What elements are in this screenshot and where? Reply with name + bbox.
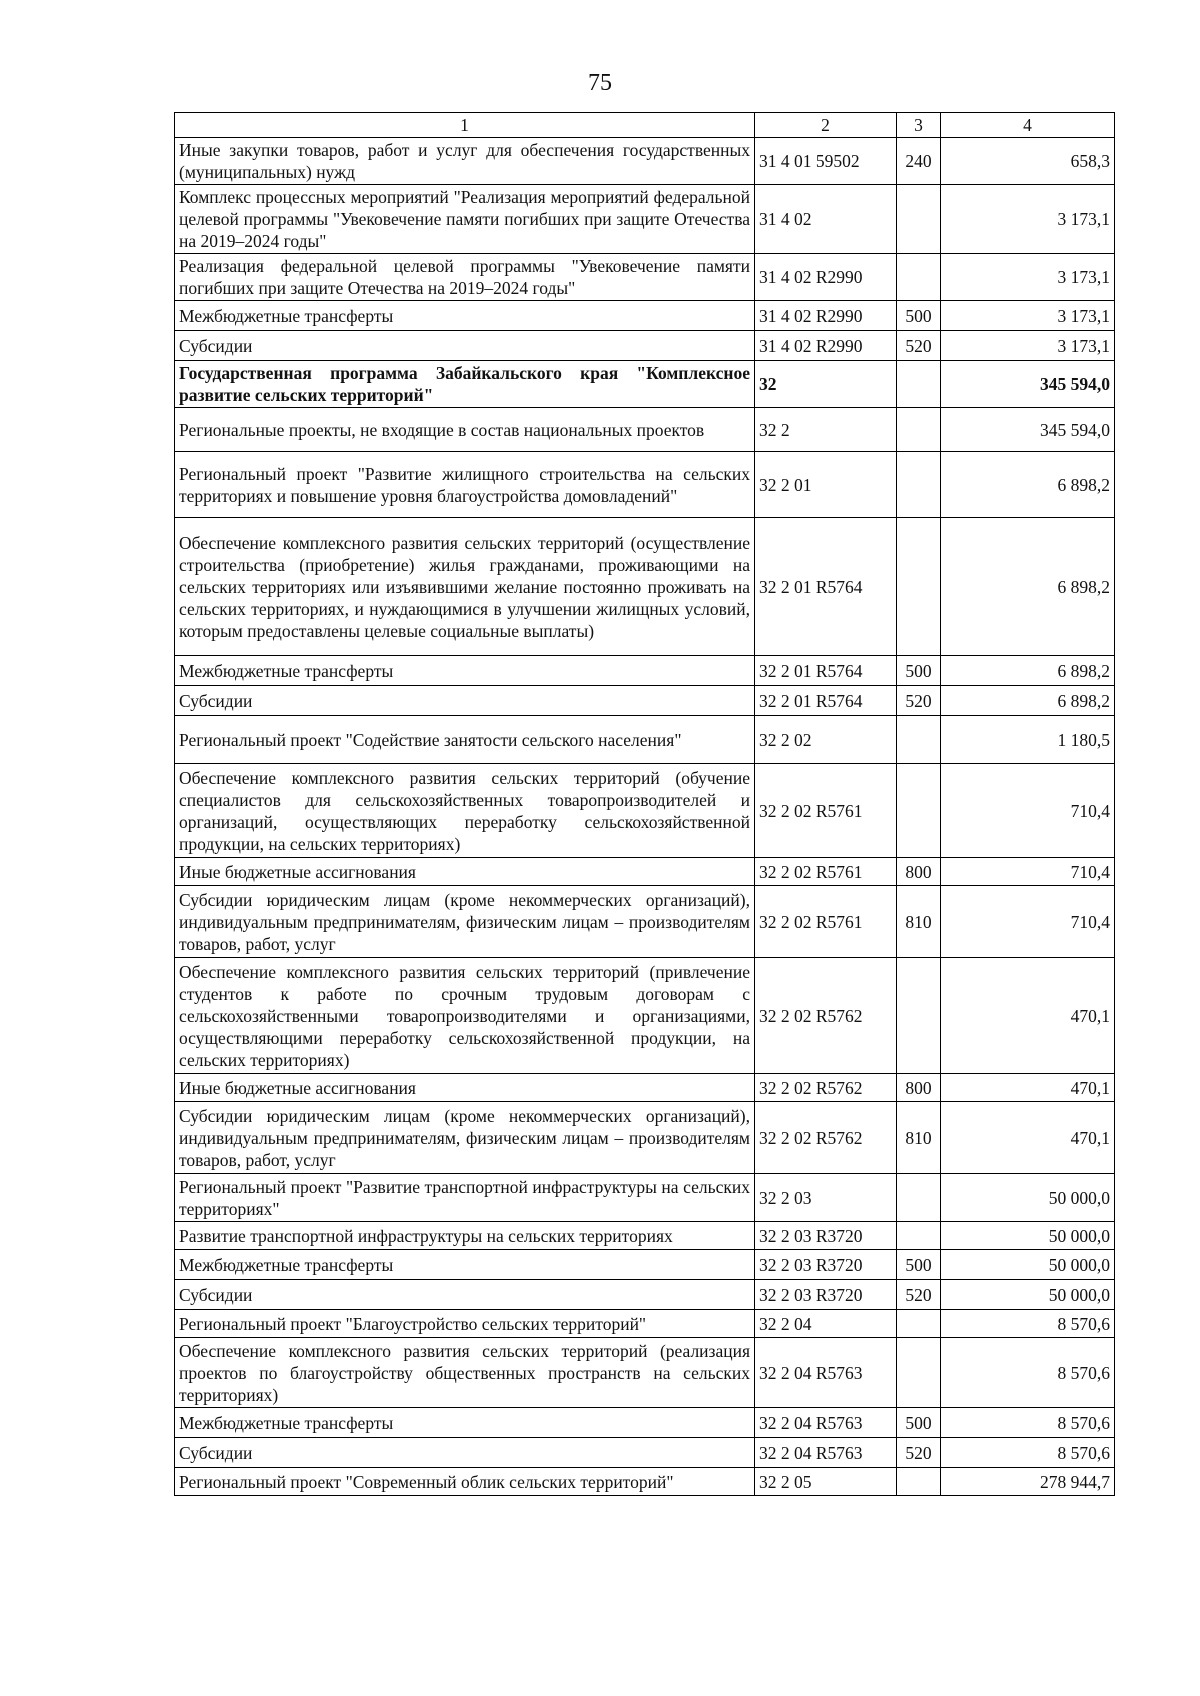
row-amount: 8 570,6 xyxy=(941,1310,1115,1338)
table-row xyxy=(175,1338,1115,1408)
table-row xyxy=(175,452,1115,518)
row-amount: 6 898,2 xyxy=(941,656,1115,686)
row-code: 32 2 02 R5762 xyxy=(755,958,897,1074)
row-expense-type xyxy=(897,254,941,301)
row-name: Субсидии xyxy=(175,331,755,361)
row-name: Субсидии юридическим лицам (кроме некоммерческих организаций), индивидуальным предпринимателям, физическим лицам – производителям товаров, работ, услуг xyxy=(175,886,755,958)
row-expense-type: 520 xyxy=(897,331,941,361)
row-amount: 658,3 xyxy=(941,138,1115,185)
row-code: 31 4 02 R2990 xyxy=(755,331,897,361)
row-expense-type: 500 xyxy=(897,1408,941,1438)
table-row xyxy=(175,958,1115,1074)
table-row xyxy=(175,301,1115,331)
row-code: 32 2 02 R5762 xyxy=(755,1102,897,1174)
row-expense-type: 520 xyxy=(897,1280,941,1310)
table-row xyxy=(175,518,1115,656)
row-expense-type xyxy=(897,518,941,656)
row-amount: 50 000,0 xyxy=(941,1222,1115,1250)
row-code: 32 2 01 R5764 xyxy=(755,686,897,716)
header-col-4: 4 xyxy=(941,113,1115,138)
row-name: Межбюджетные трансферты xyxy=(175,1250,755,1280)
table-row xyxy=(175,408,1115,452)
row-amount: 50 000,0 xyxy=(941,1250,1115,1280)
row-code: 32 xyxy=(755,361,897,408)
row-code: 32 2 04 R5763 xyxy=(755,1408,897,1438)
row-code: 32 2 01 xyxy=(755,452,897,518)
row-name: Региональный проект "Развитие жилищного строительства на сельских территориях и повышение уровня благоустройства домовладений" xyxy=(175,452,755,518)
table-row xyxy=(175,858,1115,886)
row-name: Межбюджетные трансферты xyxy=(175,656,755,686)
row-code: 31 4 02 R2990 xyxy=(755,301,897,331)
budget-table xyxy=(174,112,1115,1496)
table-row xyxy=(175,1074,1115,1102)
row-expense-type xyxy=(897,185,941,254)
row-code: 32 2 01 R5764 xyxy=(755,656,897,686)
row-amount: 710,4 xyxy=(941,886,1115,958)
row-expense-type xyxy=(897,361,941,408)
row-amount: 8 570,6 xyxy=(941,1438,1115,1468)
table-row xyxy=(175,716,1115,764)
row-expense-type xyxy=(897,452,941,518)
row-amount: 50 000,0 xyxy=(941,1280,1115,1310)
row-amount: 6 898,2 xyxy=(941,518,1115,656)
row-code: 32 2 02 R5761 xyxy=(755,764,897,858)
row-amount: 3 173,1 xyxy=(941,185,1115,254)
row-amount: 6 898,2 xyxy=(941,686,1115,716)
row-name: Субсидии xyxy=(175,686,755,716)
table-row xyxy=(175,764,1115,858)
row-amount: 8 570,6 xyxy=(941,1338,1115,1408)
row-name: Региональный проект "Содействие занятости сельского населения" xyxy=(175,716,755,764)
row-expense-type: 800 xyxy=(897,858,941,886)
row-code: 32 2 04 xyxy=(755,1310,897,1338)
row-amount: 8 570,6 xyxy=(941,1408,1115,1438)
row-expense-type: 520 xyxy=(897,686,941,716)
table-row xyxy=(175,1310,1115,1338)
row-expense-type: 500 xyxy=(897,1250,941,1280)
table-header-row xyxy=(175,113,1115,138)
row-name: Региональные проекты, не входящие в состав национальных проектов xyxy=(175,408,755,452)
page-number: 75 xyxy=(588,70,612,96)
row-expense-type xyxy=(897,408,941,452)
row-code: 32 2 03 R3720 xyxy=(755,1222,897,1250)
row-name: Межбюджетные трансферты xyxy=(175,301,755,331)
table-row xyxy=(175,1174,1115,1222)
row-name: Региональный проект "Благоустройство сельских территорий" xyxy=(175,1310,755,1338)
row-code: 32 2 02 R5762 xyxy=(755,1074,897,1102)
row-amount: 710,4 xyxy=(941,858,1115,886)
table-row xyxy=(175,886,1115,958)
row-name: Субсидии xyxy=(175,1280,755,1310)
row-code: 32 2 02 R5761 xyxy=(755,858,897,886)
row-amount: 470,1 xyxy=(941,958,1115,1074)
row-name: Межбюджетные трансферты xyxy=(175,1408,755,1438)
table-row-program xyxy=(175,361,1115,408)
row-code: 32 2 03 xyxy=(755,1174,897,1222)
table-row xyxy=(175,138,1115,185)
row-name: Региональный проект "Развитие транспортной инфраструктуры на сельских территориях" xyxy=(175,1174,755,1222)
row-name: Обеспечение комплексного развития сельских территорий (привлечение студентов к работе по срочным трудовым договорам с сельскохозяйственными товаропроизводителями и организациями, осуществляющими переработку сельскохозяйственной продукции, на сельских территориях) xyxy=(175,958,755,1074)
row-code: 32 2 02 R5761 xyxy=(755,886,897,958)
table-row xyxy=(175,1280,1115,1310)
row-expense-type: 240 xyxy=(897,138,941,185)
table-row xyxy=(175,1102,1115,1174)
row-code: 32 2 xyxy=(755,408,897,452)
row-code: 31 4 01 59502 xyxy=(755,138,897,185)
row-code: 31 4 02 xyxy=(755,185,897,254)
row-expense-type: 520 xyxy=(897,1438,941,1468)
table-row xyxy=(175,656,1115,686)
row-name: Обеспечение комплексного развития сельских территорий (реализация проектов по благоустройству общественных пространств на сельских территориях) xyxy=(175,1338,755,1408)
row-code: 32 2 03 R3720 xyxy=(755,1250,897,1280)
row-expense-type: 810 xyxy=(897,1102,941,1174)
row-expense-type xyxy=(897,1222,941,1250)
row-code: 32 2 05 xyxy=(755,1468,897,1496)
row-expense-type xyxy=(897,1174,941,1222)
row-expense-type xyxy=(897,958,941,1074)
row-code: 32 2 04 R5763 xyxy=(755,1438,897,1468)
header-col-1: 1 xyxy=(175,113,755,138)
row-amount: 710,4 xyxy=(941,764,1115,858)
row-code: 32 2 03 R3720 xyxy=(755,1280,897,1310)
row-name: Государственная программа Забайкальского края "Комплексное развитие сельских территорий" xyxy=(175,361,755,408)
row-name: Развитие транспортной инфраструктуры на сельских территориях xyxy=(175,1222,755,1250)
row-name: Региональный проект "Современный облик сельских территорий" xyxy=(175,1468,755,1496)
row-name: Иные закупки товаров, работ и услуг для обеспечения государственных (муниципальных) нужд xyxy=(175,138,755,185)
row-expense-type: 500 xyxy=(897,301,941,331)
row-amount: 3 173,1 xyxy=(941,254,1115,301)
header-col-3: 3 xyxy=(897,113,941,138)
row-amount: 50 000,0 xyxy=(941,1174,1115,1222)
row-expense-type xyxy=(897,1310,941,1338)
table-row xyxy=(175,254,1115,301)
row-name: Комплекс процессных мероприятий "Реализация мероприятий федеральной целевой программы "Увековечение памяти погибших при защите Отечества на 2019–2024 годы" xyxy=(175,185,755,254)
row-amount: 470,1 xyxy=(941,1074,1115,1102)
row-code: 32 2 04 R5763 xyxy=(755,1338,897,1408)
table-row xyxy=(175,1250,1115,1280)
row-name: Обеспечение комплексного развития сельских территорий (осуществление строительства (приобретение) жилья гражданами, проживающими на сельских территориях или изъявившими желание постоянно проживать на сельских территориях, и нуждающимися в улучшении жилищных условий, которым предоставлены целевые социальные выплаты) xyxy=(175,518,755,656)
row-expense-type xyxy=(897,1468,941,1496)
row-name: Субсидии xyxy=(175,1438,755,1468)
row-name: Иные бюджетные ассигнования xyxy=(175,1074,755,1102)
row-amount: 1 180,5 xyxy=(941,716,1115,764)
row-code: 32 2 01 R5764 xyxy=(755,518,897,656)
row-code: 31 4 02 R2990 xyxy=(755,254,897,301)
row-expense-type xyxy=(897,716,941,764)
row-name: Субсидии юридическим лицам (кроме некоммерческих организаций), индивидуальным предпринимателям, физическим лицам – производителям товаров, работ, услуг xyxy=(175,1102,755,1174)
row-expense-type xyxy=(897,1338,941,1408)
table-row xyxy=(175,1408,1115,1438)
table-row xyxy=(175,331,1115,361)
row-name: Обеспечение комплексного развития сельских территорий (обучение специалистов для сельскохозяйственных товаропроизводителей и организаций, осуществляющих переработку сельскохозяйственной продукции, на сельских территориях) xyxy=(175,764,755,858)
row-expense-type: 500 xyxy=(897,656,941,686)
table-row xyxy=(175,185,1115,254)
row-name: Реализация федеральной целевой программы "Увековечение памяти погибших при защите Отечества на 2019–2024 годы" xyxy=(175,254,755,301)
row-name: Иные бюджетные ассигнования xyxy=(175,858,755,886)
row-code: 32 2 02 xyxy=(755,716,897,764)
row-amount: 3 173,1 xyxy=(941,331,1115,361)
row-amount: 278 944,7 xyxy=(941,1468,1115,1496)
table-row xyxy=(175,1222,1115,1250)
row-amount: 345 594,0 xyxy=(941,361,1115,408)
row-expense-type: 800 xyxy=(897,1074,941,1102)
row-amount: 470,1 xyxy=(941,1102,1115,1174)
row-amount: 345 594,0 xyxy=(941,408,1115,452)
header-col-2: 2 xyxy=(755,113,897,138)
row-expense-type xyxy=(897,764,941,858)
row-amount: 6 898,2 xyxy=(941,452,1115,518)
row-expense-type: 810 xyxy=(897,886,941,958)
row-amount: 3 173,1 xyxy=(941,301,1115,331)
table-row xyxy=(175,1468,1115,1496)
table-row xyxy=(175,1438,1115,1468)
table-row xyxy=(175,686,1115,716)
